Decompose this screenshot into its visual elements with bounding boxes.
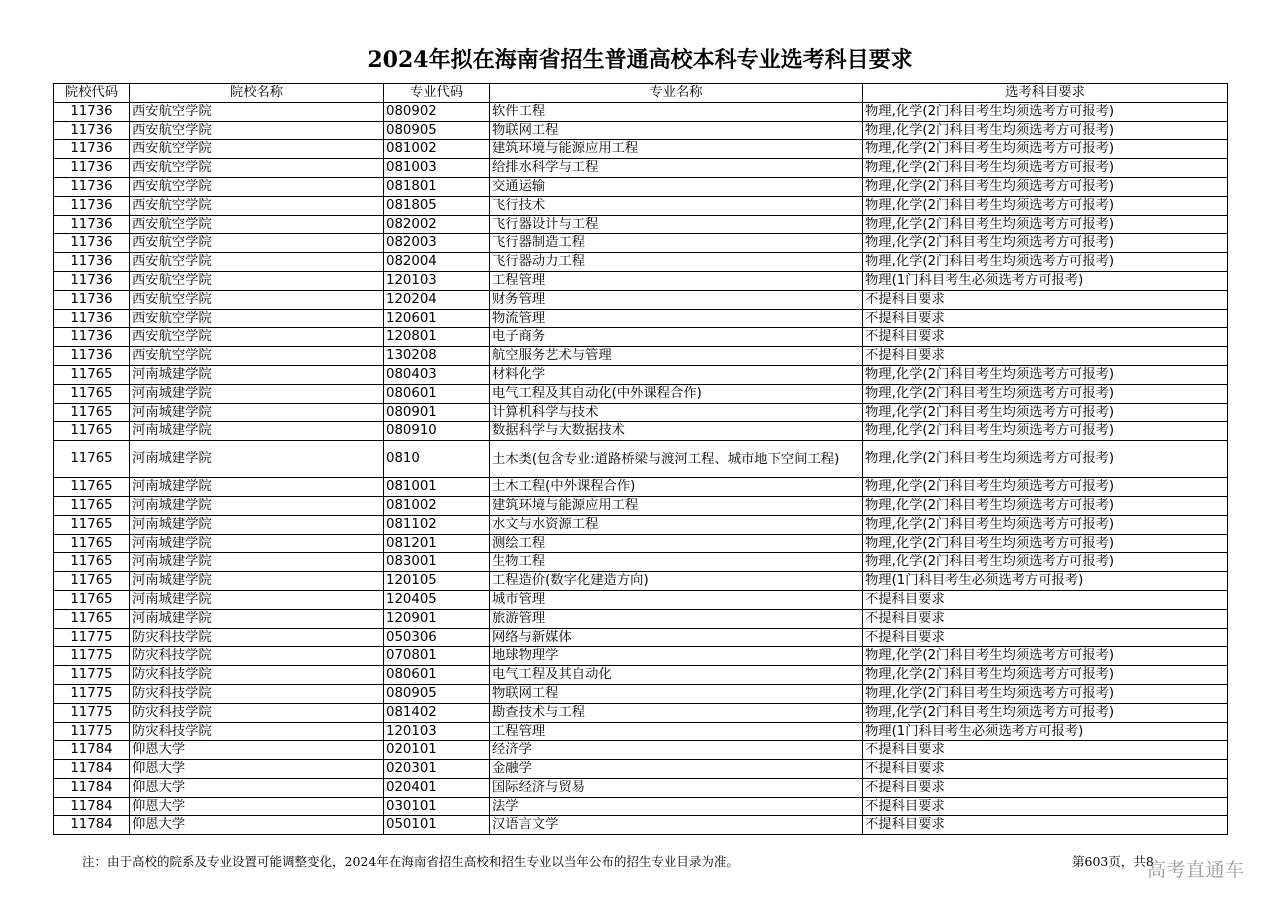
major-code-cell: 120103 xyxy=(384,722,490,741)
school-code-cell: 11736 xyxy=(54,177,130,196)
school-code-cell: 11784 xyxy=(54,760,130,779)
major-name-cell: 网络与新媒体 xyxy=(490,628,863,647)
page-title: 2024年拟在海南省招生普通高校本科专业选考科目要求 xyxy=(367,47,913,73)
subject-requirement-cell: 物理,化学(2门科目考生均须选考方可报考) xyxy=(863,253,1228,272)
major-code-cell: 080403 xyxy=(384,365,490,384)
major-name-cell: 建筑环境与能源应用工程 xyxy=(490,140,863,159)
requirements-table xyxy=(53,83,1228,835)
major-name-cell: 测绘工程 xyxy=(490,534,863,553)
school-code-cell: 11784 xyxy=(54,778,130,797)
school-name-cell: 西安航空学院 xyxy=(130,159,384,178)
school-code-cell: 11765 xyxy=(54,403,130,422)
subject-requirement-cell: 物理,化学(2门科目考生均须选考方可报考) xyxy=(863,515,1228,534)
major-code-cell: 120204 xyxy=(384,290,490,309)
school-name-cell: 西安航空学院 xyxy=(130,234,384,253)
school-name-cell: 仰恩大学 xyxy=(130,778,384,797)
subject-requirement-cell: 不提科目要求 xyxy=(863,309,1228,328)
major-name-cell: 勘查技术与工程 xyxy=(490,703,863,722)
major-name-cell: 经济学 xyxy=(490,741,863,760)
subject-requirement-cell: 物理,化学(2门科目考生均须选考方可报考) xyxy=(863,478,1228,497)
subject-requirement-cell: 不提科目要求 xyxy=(863,609,1228,628)
table-row xyxy=(54,159,1228,178)
major-name-cell: 工程管理 xyxy=(490,271,863,290)
school-name-cell: 仰恩大学 xyxy=(130,760,384,779)
subject-requirement-cell: 物理,化学(2门科目考生均须选考方可报考) xyxy=(863,196,1228,215)
table-row xyxy=(54,722,1228,741)
major-name-cell: 航空服务艺术与管理 xyxy=(490,347,863,366)
school-code-cell: 11736 xyxy=(54,121,130,140)
major-name-cell: 旅游管理 xyxy=(490,609,863,628)
table-row xyxy=(54,760,1228,779)
school-name-cell: 仰恩大学 xyxy=(130,816,384,835)
major-code-cell: 080905 xyxy=(384,121,490,140)
school-code-cell: 11775 xyxy=(54,722,130,741)
school-code-cell: 11736 xyxy=(54,347,130,366)
table-row xyxy=(54,384,1228,403)
school-code-cell: 11736 xyxy=(54,196,130,215)
header-major-code: 专业代码 xyxy=(384,84,490,103)
major-code-cell: 081102 xyxy=(384,515,490,534)
school-code-cell: 11736 xyxy=(54,253,130,272)
subject-requirement-cell: 物理,化学(2门科目考生均须选考方可报考) xyxy=(863,496,1228,515)
table-row xyxy=(54,572,1228,591)
school-name-cell: 防灾科技学院 xyxy=(130,703,384,722)
school-name-cell: 西安航空学院 xyxy=(130,271,384,290)
major-code-cell: 081002 xyxy=(384,140,490,159)
school-code-cell: 11765 xyxy=(54,534,130,553)
major-name-cell: 物联网工程 xyxy=(490,121,863,140)
school-code-cell: 11736 xyxy=(54,328,130,347)
subject-requirement-cell: 物理,化学(2门科目考生均须选考方可报考) xyxy=(863,140,1228,159)
subject-requirement-cell: 不提科目要求 xyxy=(863,760,1228,779)
school-name-cell: 河南城建学院 xyxy=(130,534,384,553)
school-code-cell: 11765 xyxy=(54,441,130,478)
subject-requirement-cell: 物理,化学(2门科目考生均须选考方可报考) xyxy=(863,234,1228,253)
table-row xyxy=(54,553,1228,572)
subject-requirement-cell: 物理,化学(2门科目考生均须选考方可报考) xyxy=(863,121,1228,140)
school-code-cell: 11775 xyxy=(54,647,130,666)
major-code-cell: 0810 xyxy=(384,441,490,478)
school-code-cell: 11775 xyxy=(54,628,130,647)
major-name-cell: 数据科学与大数据技术 xyxy=(490,422,863,441)
major-name-cell: 汉语言文学 xyxy=(490,816,863,835)
table-row xyxy=(54,121,1228,140)
major-name-cell: 城市管理 xyxy=(490,590,863,609)
school-code-cell: 11784 xyxy=(54,741,130,760)
school-name-cell: 防灾科技学院 xyxy=(130,647,384,666)
school-name-cell: 仰恩大学 xyxy=(130,797,384,816)
major-name-cell: 飞行器设计与工程 xyxy=(490,215,863,234)
major-name-cell: 电子商务 xyxy=(490,328,863,347)
school-code-cell: 11784 xyxy=(54,816,130,835)
table-header-row xyxy=(54,84,1228,103)
school-name-cell: 西安航空学院 xyxy=(130,253,384,272)
school-name-cell: 河南城建学院 xyxy=(130,365,384,384)
school-code-cell: 11765 xyxy=(54,365,130,384)
subject-requirement-cell: 物理,化学(2门科目考生均须选考方可报考) xyxy=(863,177,1228,196)
major-code-cell: 081002 xyxy=(384,496,490,515)
school-name-cell: 西安航空学院 xyxy=(130,290,384,309)
major-name-cell: 物联网工程 xyxy=(490,684,863,703)
major-code-cell: 120901 xyxy=(384,609,490,628)
table-row xyxy=(54,215,1228,234)
school-code-cell: 11736 xyxy=(54,140,130,159)
school-code-cell: 11765 xyxy=(54,515,130,534)
major-name-cell: 电气工程及其自动化(中外课程合作) xyxy=(490,384,863,403)
table-row xyxy=(54,328,1228,347)
school-code-cell: 11775 xyxy=(54,684,130,703)
school-name-cell: 河南城建学院 xyxy=(130,553,384,572)
table-row xyxy=(54,797,1228,816)
major-name-cell: 国际经济与贸易 xyxy=(490,778,863,797)
page-number: 第603页，共8 xyxy=(1072,854,1154,869)
table-row xyxy=(54,365,1228,384)
school-name-cell: 西安航空学院 xyxy=(130,328,384,347)
table-row xyxy=(54,347,1228,366)
major-name-cell: 工程造价(数字化建造方向) xyxy=(490,572,863,591)
school-code-cell: 11765 xyxy=(54,553,130,572)
school-name-cell: 西安航空学院 xyxy=(130,196,384,215)
school-code-cell: 11765 xyxy=(54,478,130,497)
subject-requirement-cell: 物理(1门科目考生必须选考方可报考) xyxy=(863,271,1228,290)
table-row xyxy=(54,778,1228,797)
major-code-cell: 120405 xyxy=(384,590,490,609)
school-name-cell: 西安航空学院 xyxy=(130,347,384,366)
school-code-cell: 11736 xyxy=(54,271,130,290)
school-code-cell: 11765 xyxy=(54,609,130,628)
school-name-cell: 河南城建学院 xyxy=(130,590,384,609)
major-code-cell: 120105 xyxy=(384,572,490,591)
subject-requirement-cell: 物理,化学(2门科目考生均须选考方可报考) xyxy=(863,534,1228,553)
subject-requirement-cell: 物理,化学(2门科目考生均须选考方可报考) xyxy=(863,403,1228,422)
major-code-cell: 020101 xyxy=(384,741,490,760)
school-name-cell: 西安航空学院 xyxy=(130,140,384,159)
major-code-cell: 120103 xyxy=(384,271,490,290)
subject-requirement-cell: 物理,化学(2门科目考生均须选考方可报考) xyxy=(863,684,1228,703)
school-code-cell: 11765 xyxy=(54,590,130,609)
school-code-cell: 11765 xyxy=(54,572,130,591)
major-name-cell: 建筑环境与能源应用工程 xyxy=(490,496,863,515)
school-code-cell: 11784 xyxy=(54,797,130,816)
table-row xyxy=(54,441,1228,478)
subject-requirement-cell: 不提科目要求 xyxy=(863,328,1228,347)
major-name-cell: 工程管理 xyxy=(490,722,863,741)
major-name-cell: 生物工程 xyxy=(490,553,863,572)
school-name-cell: 仰恩大学 xyxy=(130,741,384,760)
school-name-cell: 河南城建学院 xyxy=(130,515,384,534)
major-name-cell: 水文与水资源工程 xyxy=(490,515,863,534)
table-row xyxy=(54,590,1228,609)
major-code-cell: 082003 xyxy=(384,234,490,253)
school-code-cell: 11736 xyxy=(54,102,130,121)
major-code-cell: 120601 xyxy=(384,309,490,328)
table-row xyxy=(54,816,1228,835)
table-row xyxy=(54,478,1228,497)
major-name-cell: 财务管理 xyxy=(490,290,863,309)
school-code-cell: 11765 xyxy=(54,496,130,515)
major-name-cell: 交通运输 xyxy=(490,177,863,196)
subject-requirement-cell: 不提科目要求 xyxy=(863,741,1228,760)
major-name-cell: 飞行技术 xyxy=(490,196,863,215)
subject-requirement-cell: 不提科目要求 xyxy=(863,290,1228,309)
table-row xyxy=(54,403,1228,422)
school-name-cell: 河南城建学院 xyxy=(130,609,384,628)
subject-requirement-cell: 物理,化学(2门科目考生均须选考方可报考) xyxy=(863,647,1228,666)
table-body xyxy=(54,102,1228,834)
header-school-code: 院校代码 xyxy=(54,84,130,103)
major-name-cell: 材料化学 xyxy=(490,365,863,384)
subject-requirement-cell: 物理,化学(2门科目考生均须选考方可报考) xyxy=(863,422,1228,441)
major-code-cell: 081003 xyxy=(384,159,490,178)
major-name-cell: 飞行器制造工程 xyxy=(490,234,863,253)
table-row xyxy=(54,140,1228,159)
school-code-cell: 11736 xyxy=(54,159,130,178)
subject-requirement-cell: 物理,化学(2门科目考生均须选考方可报考) xyxy=(863,384,1228,403)
subject-requirement-cell: 物理,化学(2门科目考生均须选考方可报考) xyxy=(863,441,1228,478)
school-name-cell: 西安航空学院 xyxy=(130,177,384,196)
table-row xyxy=(54,422,1228,441)
table-row xyxy=(54,534,1228,553)
subject-requirement-cell: 不提科目要求 xyxy=(863,347,1228,366)
school-name-cell: 河南城建学院 xyxy=(130,572,384,591)
school-name-cell: 河南城建学院 xyxy=(130,441,384,478)
major-code-cell: 050101 xyxy=(384,816,490,835)
table-row xyxy=(54,196,1228,215)
subject-requirement-cell: 不提科目要求 xyxy=(863,816,1228,835)
header-subject-requirement: 选考科目要求 xyxy=(863,84,1228,103)
table-row xyxy=(54,234,1228,253)
school-code-cell: 11775 xyxy=(54,703,130,722)
major-code-cell: 082004 xyxy=(384,253,490,272)
school-name-cell: 防灾科技学院 xyxy=(130,722,384,741)
school-code-cell: 11736 xyxy=(54,234,130,253)
major-name-cell: 计算机科学与技术 xyxy=(490,403,863,422)
school-name-cell: 防灾科技学院 xyxy=(130,628,384,647)
major-name-cell: 地球物理学 xyxy=(490,647,863,666)
major-code-cell: 080601 xyxy=(384,384,490,403)
table-row xyxy=(54,309,1228,328)
table-row xyxy=(54,684,1228,703)
subject-requirement-cell: 物理,化学(2门科目考生均须选考方可报考) xyxy=(863,159,1228,178)
subject-requirement-cell: 物理(1门科目考生必须选考方可报考) xyxy=(863,722,1228,741)
table-row xyxy=(54,741,1228,760)
major-name-cell: 物流管理 xyxy=(490,309,863,328)
school-name-cell: 河南城建学院 xyxy=(130,422,384,441)
major-code-cell: 020401 xyxy=(384,778,490,797)
table-row xyxy=(54,102,1228,121)
school-name-cell: 西安航空学院 xyxy=(130,102,384,121)
school-code-cell: 11736 xyxy=(54,215,130,234)
major-name-cell: 电气工程及其自动化 xyxy=(490,666,863,685)
major-code-cell: 081001 xyxy=(384,478,490,497)
school-code-cell: 11765 xyxy=(54,384,130,403)
subject-requirement-cell: 物理(1门科目考生必须选考方可报考) xyxy=(863,572,1228,591)
major-code-cell: 120801 xyxy=(384,328,490,347)
major-code-cell: 020301 xyxy=(384,760,490,779)
watermark-text: 高考直通车 xyxy=(1147,859,1245,881)
school-code-cell: 11775 xyxy=(54,666,130,685)
school-name-cell: 西安航空学院 xyxy=(130,121,384,140)
school-name-cell: 河南城建学院 xyxy=(130,403,384,422)
major-code-cell: 080910 xyxy=(384,422,490,441)
major-name-cell: 法学 xyxy=(490,797,863,816)
major-code-cell: 130208 xyxy=(384,347,490,366)
school-code-cell: 11736 xyxy=(54,290,130,309)
subject-requirement-cell: 物理,化学(2门科目考生均须选考方可报考) xyxy=(863,666,1228,685)
major-code-cell: 083001 xyxy=(384,553,490,572)
major-name-cell: 金融学 xyxy=(490,760,863,779)
school-name-cell: 西安航空学院 xyxy=(130,309,384,328)
header-school-name: 院校名称 xyxy=(130,84,384,103)
major-name-cell: 给排水科学与工程 xyxy=(490,159,863,178)
school-name-cell: 河南城建学院 xyxy=(130,478,384,497)
school-name-cell: 河南城建学院 xyxy=(130,496,384,515)
major-name-cell: 飞行器动力工程 xyxy=(490,253,863,272)
school-name-cell: 防灾科技学院 xyxy=(130,684,384,703)
subject-requirement-cell: 物理,化学(2门科目考生均须选考方可报考) xyxy=(863,102,1228,121)
major-code-cell: 070801 xyxy=(384,647,490,666)
table-row xyxy=(54,496,1228,515)
major-name-cell: 土木类(包含专业:道路桥梁与渡河工程、城市地下空间工程) xyxy=(490,441,863,478)
table-row xyxy=(54,515,1228,534)
table-row xyxy=(54,271,1228,290)
subject-requirement-cell: 不提科目要求 xyxy=(863,778,1228,797)
table-row xyxy=(54,647,1228,666)
table-row xyxy=(54,609,1228,628)
subject-requirement-cell: 物理,化学(2门科目考生均须选考方可报考) xyxy=(863,703,1228,722)
subject-requirement-cell: 物理,化学(2门科目考生均须选考方可报考) xyxy=(863,365,1228,384)
major-code-cell: 030101 xyxy=(384,797,490,816)
table-row xyxy=(54,177,1228,196)
subject-requirement-cell: 物理,化学(2门科目考生均须选考方可报考) xyxy=(863,553,1228,572)
subject-requirement-cell: 物理,化学(2门科目考生均须选考方可报考) xyxy=(863,215,1228,234)
subject-requirement-cell: 不提科目要求 xyxy=(863,628,1228,647)
major-code-cell: 081805 xyxy=(384,196,490,215)
school-name-cell: 西安航空学院 xyxy=(130,215,384,234)
subject-requirement-cell: 不提科目要求 xyxy=(863,797,1228,816)
major-code-cell: 080905 xyxy=(384,684,490,703)
table-row xyxy=(54,290,1228,309)
major-code-cell: 050306 xyxy=(384,628,490,647)
major-code-cell: 080601 xyxy=(384,666,490,685)
major-name-cell: 软件工程 xyxy=(490,102,863,121)
table-row xyxy=(54,703,1228,722)
table-row xyxy=(54,666,1228,685)
header-major-name: 专业名称 xyxy=(490,84,863,103)
table-row xyxy=(54,628,1228,647)
school-code-cell: 11736 xyxy=(54,309,130,328)
major-code-cell: 081201 xyxy=(384,534,490,553)
footer-note: 注：由于高校的院系及专业设置可能调整变化，2024年在海南省招生高校和招生专业以当年公布的招生专业目录为准。 xyxy=(82,854,739,869)
subject-requirement-cell: 不提科目要求 xyxy=(863,590,1228,609)
major-code-cell: 080901 xyxy=(384,403,490,422)
major-code-cell: 080902 xyxy=(384,102,490,121)
school-name-cell: 河南城建学院 xyxy=(130,384,384,403)
major-code-cell: 081402 xyxy=(384,703,490,722)
major-code-cell: 081801 xyxy=(384,177,490,196)
major-name-cell: 土木工程(中外课程合作) xyxy=(490,478,863,497)
major-code-cell: 082002 xyxy=(384,215,490,234)
school-code-cell: 11765 xyxy=(54,422,130,441)
table-row xyxy=(54,253,1228,272)
school-name-cell: 防灾科技学院 xyxy=(130,666,384,685)
